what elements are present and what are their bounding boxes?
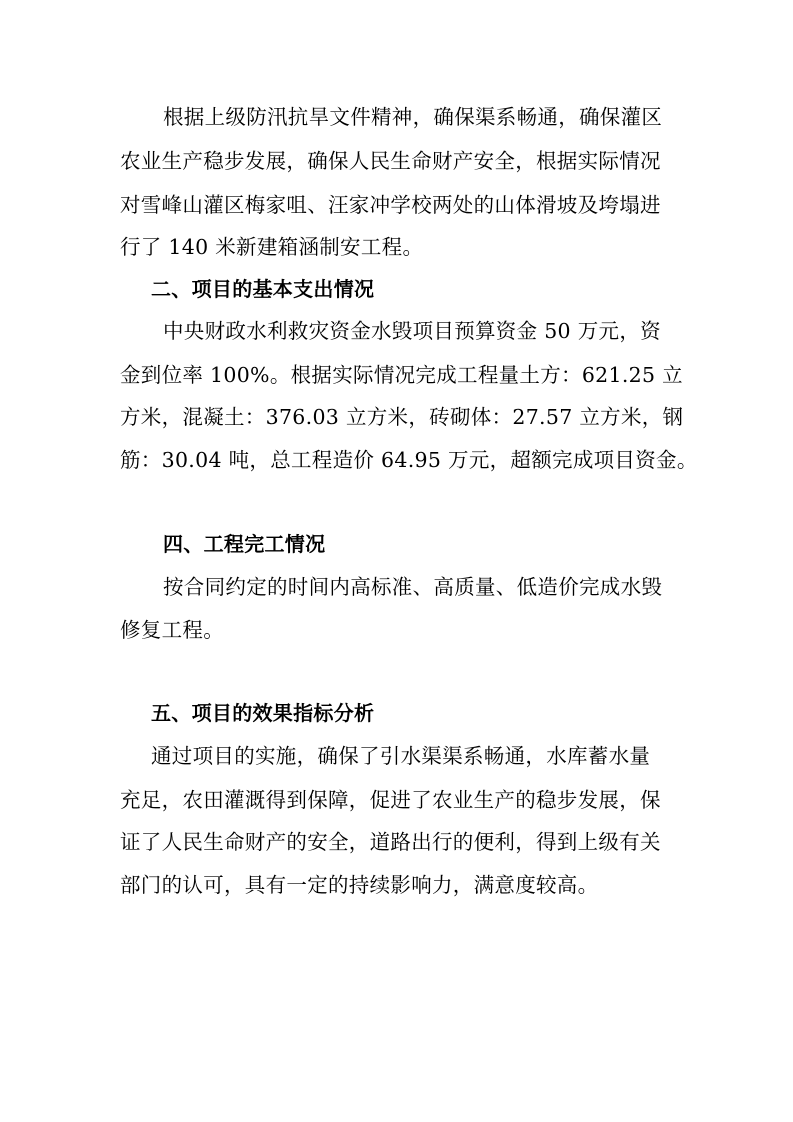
paragraph-line: 中央财政水利救灾资金水毁项目预算资金 50 万元，资 — [163, 319, 661, 343]
paragraph-line: 充足，农田灌溉得到保障，促进了农业生产的稳步发展，保 — [120, 788, 661, 812]
paragraph-line: 通过项目的实施，确保了引水渠渠系畅通，水库蓄水量 — [151, 744, 651, 768]
paragraph-line: 农业生产稳步发展，确保人民生命财产安全，根据实际情况 — [120, 149, 661, 173]
paragraph-line: 行了 140 米新建箱涵制安工程。 — [120, 235, 424, 259]
paragraph-line: 金到位率 100%。根据实际情况完成工程量土方：621.25 立 — [120, 363, 683, 387]
paragraph-line: 筋：30.04 吨，总工程造价 64.95 万元，超额完成项目资金。 — [120, 448, 698, 472]
paragraph-line: 修复工程。 — [120, 618, 224, 642]
paragraph-line: 根据上级防汛抗旱文件精神，确保渠系畅通，确保灌区 — [163, 105, 663, 129]
paragraph-line: 对雪峰山灌区梅家咀、汪家冲学校两处的山体滑坡及垮塌进 — [120, 193, 661, 217]
section-heading: 四、工程完工情况 — [163, 532, 326, 556]
paragraph-line: 按合同约定的时间内高标准、高质量、低造价完成水毁 — [163, 575, 663, 599]
section-heading: 五、项目的效果指标分析 — [151, 701, 375, 725]
section-heading: 二、项目的基本支出情况 — [151, 277, 375, 301]
paragraph-line: 证了人民生命财产的安全，道路出行的便利，得到上级有关 — [120, 830, 661, 854]
paragraph-line: 方米，混凝土：376.03 立方米，砖砌体：27.57 立方米，钢 — [120, 405, 684, 429]
paragraph-line: 部门的认可，具有一定的持续影响力，满意度较高。 — [120, 873, 599, 897]
